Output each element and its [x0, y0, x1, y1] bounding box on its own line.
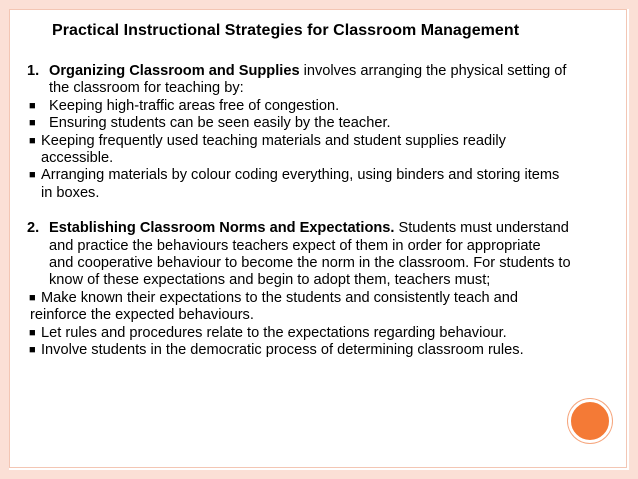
decorative-circle-icon — [568, 399, 612, 443]
square-bullet-icon: ■ — [29, 291, 36, 304]
bullet-text: Keeping high-traffic areas free of congestion. — [49, 97, 340, 114]
list-item — [27, 325, 627, 342]
square-bullet-icon: ■ — [29, 134, 36, 147]
section2-heading: Establishing Classroom Norms and Expectations. — [49, 220, 395, 237]
bullet-text: Involve students in the democratic process of determining classroom rules. — [41, 342, 524, 359]
section1-lead-line — [27, 63, 627, 80]
section2-lead-line — [27, 220, 627, 237]
square-bullet-icon: ■ — [29, 117, 36, 130]
list-item — [27, 342, 627, 359]
bullet-text-continued: reinforce the expected behaviours. — [30, 307, 254, 324]
section1-lead: involves arranging the physical setting of — [299, 63, 567, 79]
square-bullet-icon: ■ — [29, 169, 36, 182]
bullet-text: Keeping frequently used teaching materials and student supplies readily — [41, 132, 506, 149]
list-item — [27, 98, 627, 115]
section2-number: 2. — [27, 220, 40, 237]
bullet-text: Ensuring students can be seen easily by the teacher. — [49, 115, 391, 132]
bullet-text-continued: in boxes. — [41, 184, 100, 201]
square-bullet-icon: ■ — [29, 326, 36, 339]
bullet-text-continued: accessible. — [41, 150, 114, 167]
slide-body — [27, 63, 627, 360]
section1-number: 1. — [27, 63, 40, 79]
list-item — [27, 133, 627, 150]
section1-lead-continued: the classroom for teaching by: — [49, 80, 244, 97]
section2-lead-continued: and cooperative behaviour to become the norm in the classroom. For students to — [49, 255, 571, 272]
list-item — [27, 167, 627, 184]
list-item — [27, 115, 627, 132]
section2-lead-continued: know of these expectations and begin to adopt them, teachers must; — [49, 272, 491, 289]
bullet-text: Let rules and procedures relate to the expectations regarding behaviour. — [41, 324, 507, 341]
section-gap — [27, 202, 627, 220]
square-bullet-icon: ■ — [29, 99, 36, 112]
bullet-text: Make known their expectations to the students and consistently teach and — [41, 289, 519, 306]
section2-lead-continued: and practice the behaviours teachers expect of them in order for appropriate — [49, 237, 541, 254]
section2-lead: Students must understand — [394, 220, 569, 237]
list-item — [27, 290, 627, 307]
square-bullet-icon: ■ — [29, 344, 36, 357]
bullet-text: Arranging materials by colour coding everything, using binders and storing items — [41, 167, 560, 184]
slide-title: Practical Instructional Strategies for Classroom Management — [52, 22, 520, 39]
section1-heading: Organizing Classroom and Supplies — [49, 63, 300, 79]
